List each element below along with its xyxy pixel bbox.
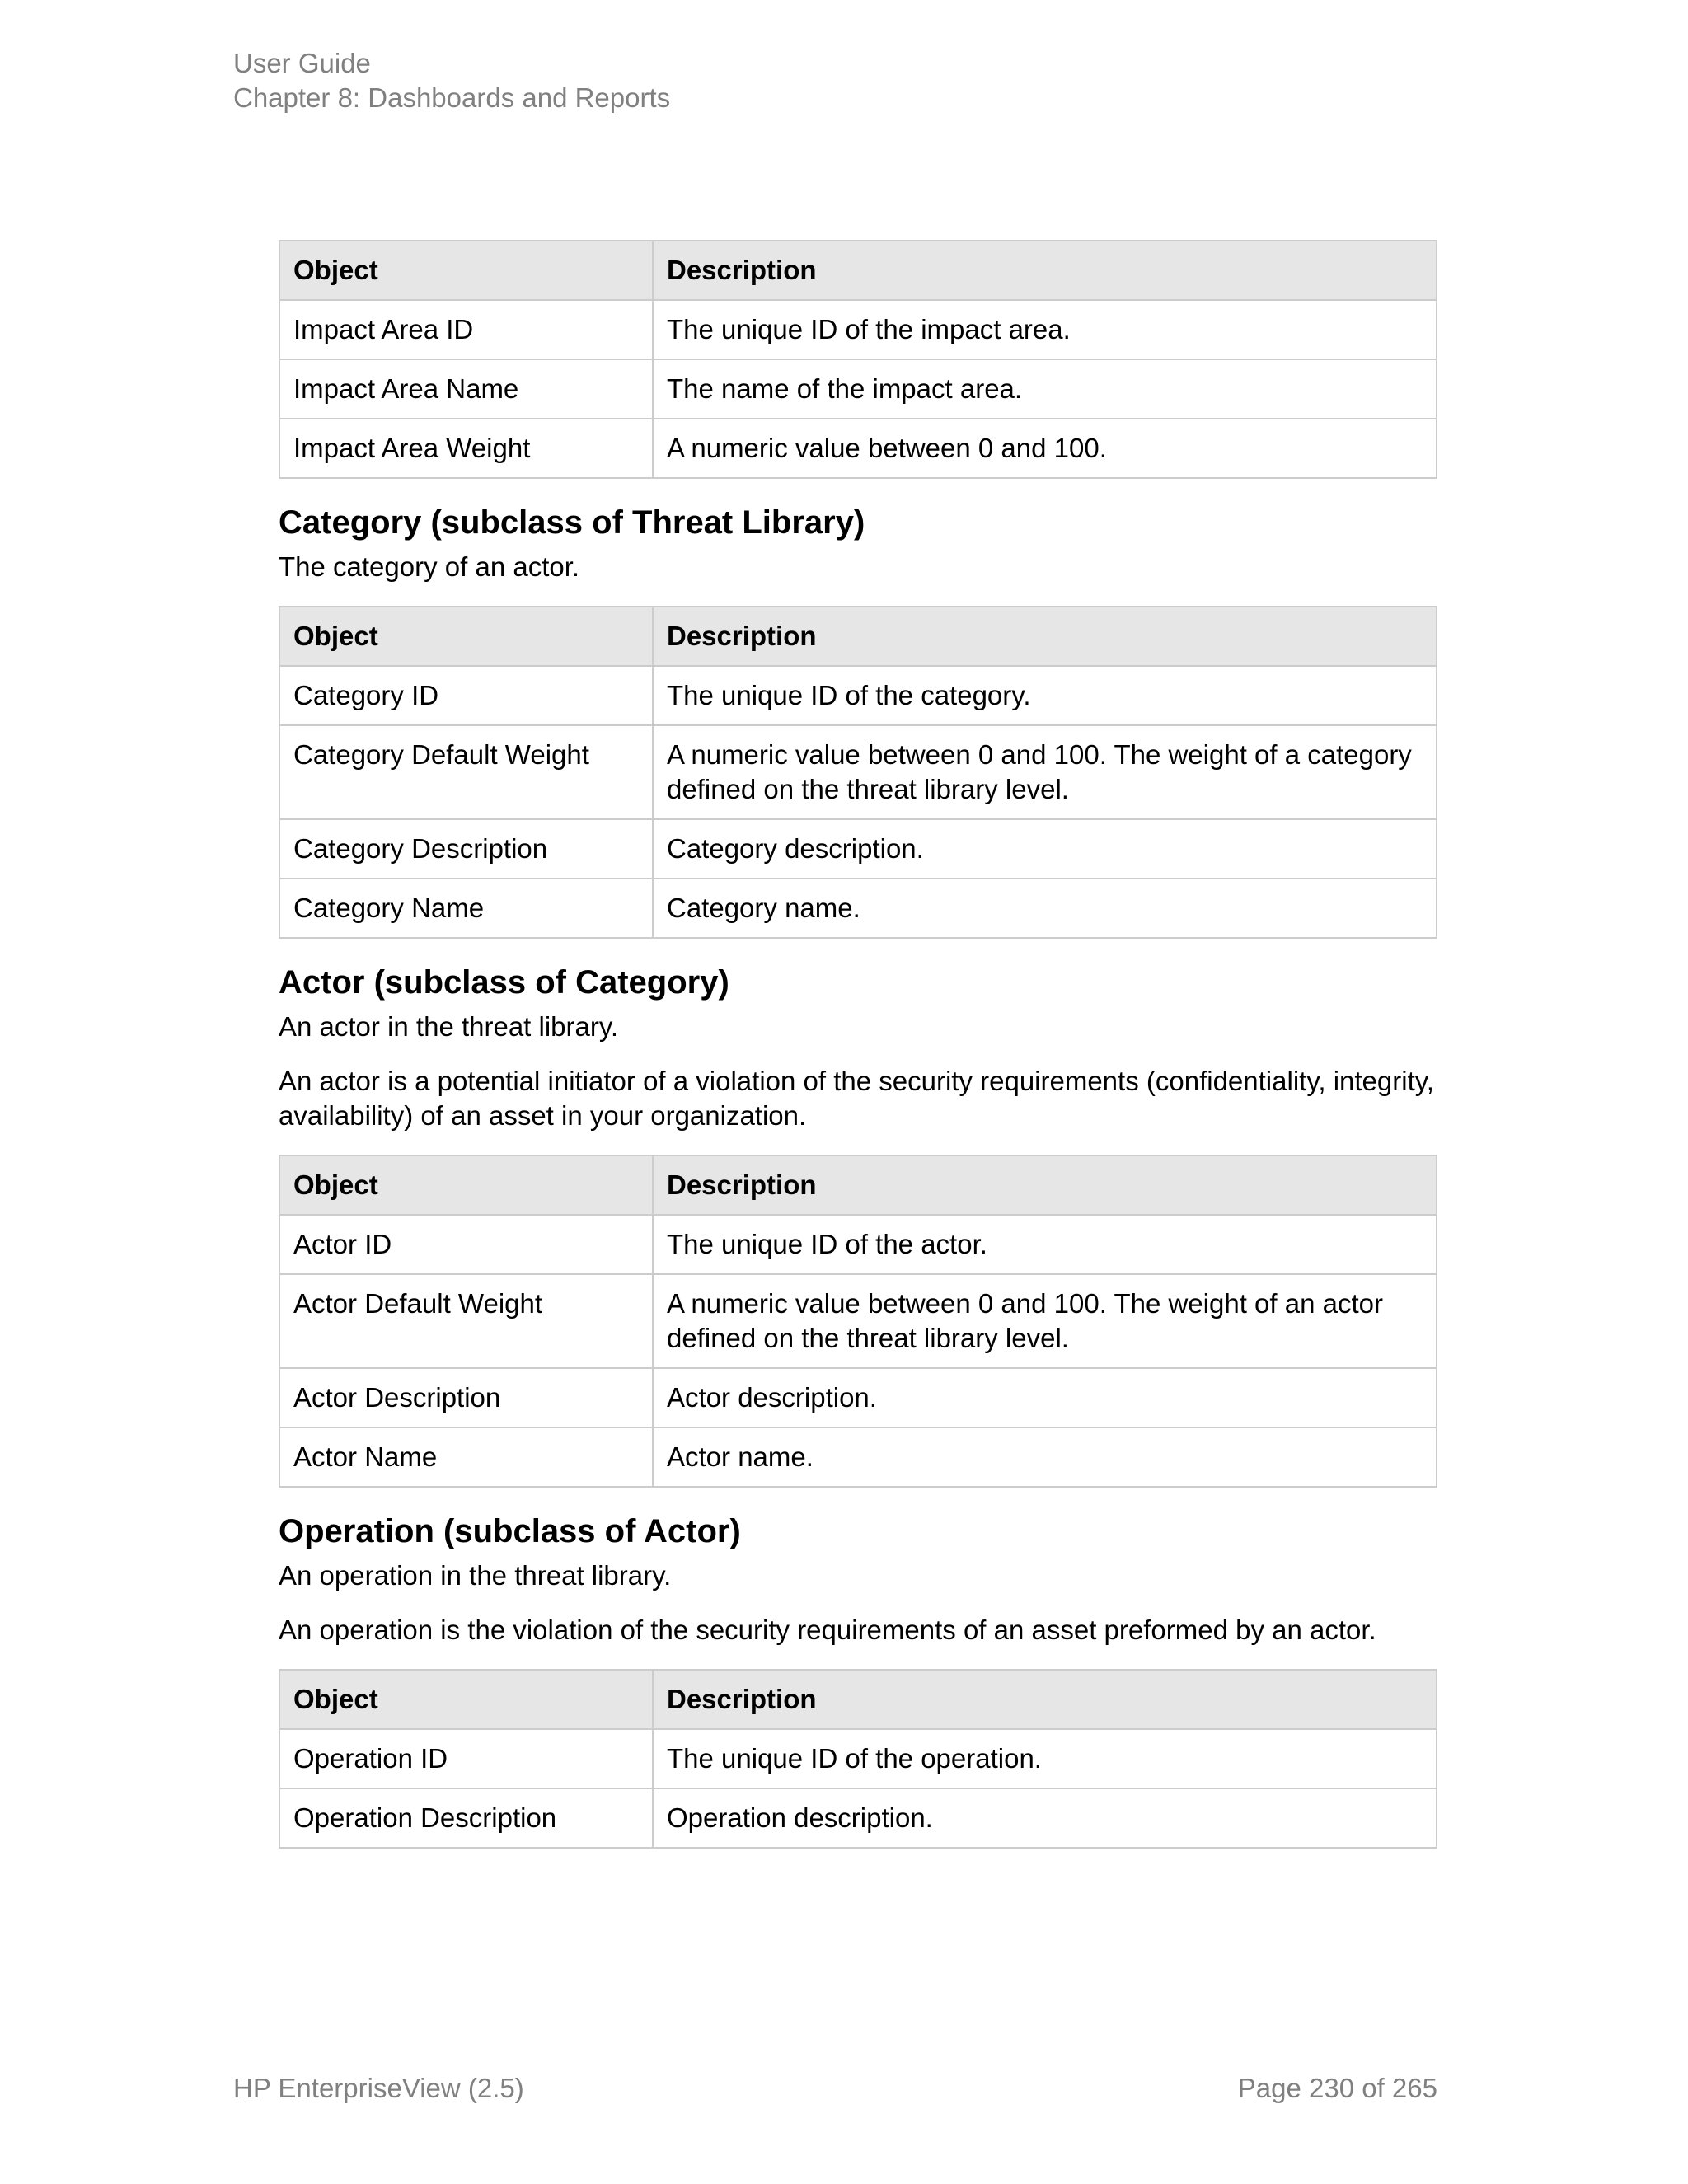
table-row [279,725,1437,819]
object-cell: Actor Description [279,1368,653,1427]
column-header-description: Description [653,1670,1437,1729]
main-content [279,240,1436,1849]
column-header-object: Object [279,1155,653,1215]
object-cell: Impact Area Name [279,359,653,419]
page-header [233,46,670,115]
table-row [279,1274,1437,1368]
table-row [279,666,1437,725]
column-header-object: Object [279,607,653,666]
description-cell: The unique ID of the actor. [653,1215,1437,1274]
actor-paragraph: An actor is a potential initiator of a violation of the security requirements (confidentiality, integrity, availability) of an asset in your organization. [279,1066,1434,1131]
object-cell: Category ID [279,666,653,725]
product-name: HP EnterpriseView (2.5) [233,2073,524,2103]
column-header-description: Description [653,241,1437,300]
table-header-row [279,1155,1437,1215]
table-row [279,1368,1437,1427]
description-cell: The unique ID of the category. [653,666,1437,725]
table-header-row [279,1670,1437,1729]
description-cell: The unique ID of the operation. [653,1729,1437,1788]
description-cell: The name of the impact area. [653,359,1437,419]
description-cell: A numeric value between 0 and 100. [653,419,1437,478]
object-cell: Operation ID [279,1729,653,1788]
description-cell: Actor description. [653,1368,1437,1427]
page-number: Page 230 of 265 [1237,2073,1437,2103]
description-cell: A numeric value between 0 and 100. The weight of a category defined on the threat library level. [653,725,1437,819]
object-cell: Category Description [279,819,653,879]
description-cell: Category name. [653,879,1437,938]
chapter-title: Chapter 8: Dashboards and Reports [233,82,671,113]
category-paragraph: The category of an actor. [279,551,580,582]
operation-paragraph: An operation is the violation of the security requirements of an asset preformed by an actor. [279,1615,1376,1645]
table-row [279,879,1437,938]
column-header-object: Object [279,241,653,300]
operation-heading: Operation (subclass of Actor) [279,1513,741,1549]
doc-title: User Guide [233,48,371,78]
table-row [279,819,1437,879]
table-header-row [279,241,1437,300]
description-cell: Actor name. [653,1427,1437,1487]
description-cell: A numeric value between 0 and 100. The weight of an actor defined on the threat library level. [653,1274,1437,1368]
object-cell: Category Name [279,879,653,938]
table-row [279,1729,1437,1788]
description-cell: Operation description. [653,1788,1437,1848]
column-header-description: Description [653,607,1437,666]
table-row [279,300,1437,359]
column-header-description: Description [653,1155,1437,1215]
description-cell: Category description. [653,819,1437,879]
object-cell: Impact Area Weight [279,419,653,478]
actor-heading: Actor (subclass of Category) [279,964,729,1001]
object-cell: Actor ID [279,1215,653,1274]
object-cell: Actor Name [279,1427,653,1487]
actor-paragraph: An actor in the threat library. [279,1011,619,1042]
actor-table [279,1155,1437,1488]
description-cell: The unique ID of the impact area. [653,300,1437,359]
object-cell: Operation Description [279,1788,653,1848]
table-row [279,1788,1437,1848]
object-cell: Actor Default Weight [279,1274,653,1368]
table-row [279,1427,1437,1487]
object-cell: Impact Area ID [279,300,653,359]
operation-table [279,1669,1437,1849]
table-header-row [279,607,1437,666]
table-row [279,359,1437,419]
column-header-object: Object [279,1670,653,1729]
table-row [279,419,1437,478]
table-row [279,1215,1437,1274]
operation-paragraph: An operation in the threat library. [279,1560,672,1591]
impact-area-table [279,240,1437,479]
category-heading: Category (subclass of Threat Library) [279,504,865,541]
object-cell: Category Default Weight [279,725,653,819]
category-table [279,606,1437,939]
